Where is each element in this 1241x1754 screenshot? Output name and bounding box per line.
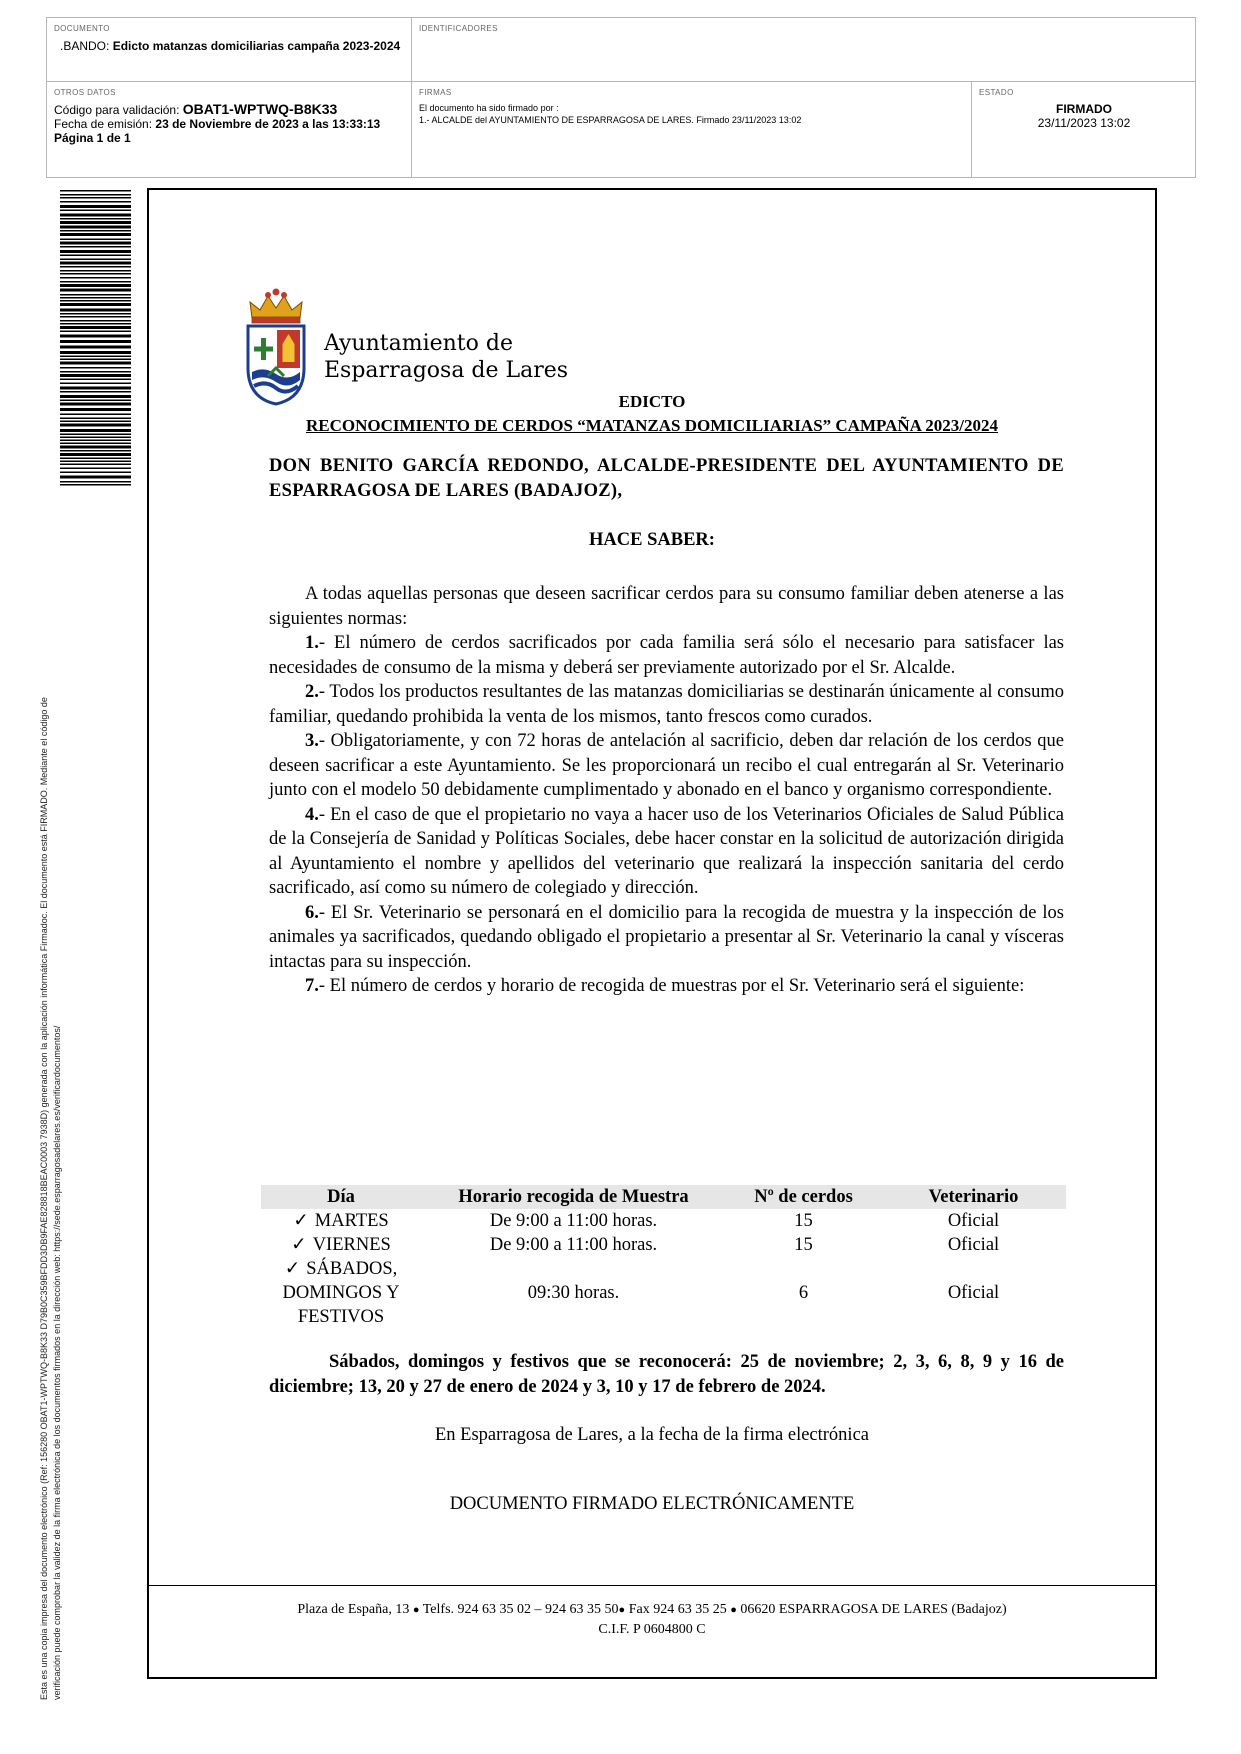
norma-7: 7.- El número de cerdos y horario de recogida de muestras por el Sr. Veterinario será el siguiente:: [305, 976, 1025, 996]
estado-caption: ESTADO: [979, 88, 1014, 97]
table-row: ✓ MARTES De 9:00 a 11:00 horas. 15 Oficial: [293, 1211, 1000, 1231]
validation-code: Código para validación: OBAT1-WPTWQ-B8K33: [54, 101, 338, 117]
checkmark-icon: ✓: [291, 1235, 307, 1255]
table-row: ✓ SÁBADOS, DOMINGOS Y FESTIVOS 09:30 horas. 6 Oficial: [282, 1259, 1000, 1327]
document-metadata-table: [46, 17, 1196, 178]
bullet-icon: ●: [730, 1604, 737, 1616]
firmas-caption: FIRMAS: [419, 88, 452, 97]
norma-1: 1.- El número de cerdos sacrificados por cada familia será sólo el necesario para satisfacer las necesidades de consumo de la misma y deberá ser previamente autorizado por el Sr. Alcalde.: [269, 633, 1064, 678]
edicto-subtitle: RECONOCIMIENTO DE CERDOS “MATANZAS DOMICILIARIAS” CAMPAÑA 2023/2024: [305, 416, 998, 435]
intro-paragraph: A todas aquellas personas que deseen sacrificar cerdos para su consumo familiar deben atenerse a las siguientes normas:: [269, 584, 1064, 629]
bullet-icon: ●: [618, 1604, 626, 1616]
column-header: Veterinario: [881, 1185, 1066, 1209]
norma-6: 6.- El Sr. Veterinario se personará en el domicilio para la recogida de muestra y la inspección de los animales ya sacrificados, quedando obligado el propietario a presentar al Sr. Veterinario la canal y vísceras intactas para su inspección.: [269, 902, 1064, 972]
norma-4: 4.- En el caso de que el propietario no vaya a hacer uso de los Veterinarios Oficiales de Salud Pública de la Consejería de Sanidad y Políticas Sociales, debe hacer constar en la solicitud de autorización dirigida al Ayuntamiento el nombre y apellidos del veterinario que realizará la inspección sanitaria del cerdo sacrificado, así como su número de colegiado y dirección.: [269, 804, 1064, 898]
estado-cell: [972, 82, 1196, 178]
checkmark-icon: ✓: [293, 1211, 309, 1231]
barcode-icon: [60, 190, 131, 488]
municipality-name: Ayuntamiento de Esparragosa de Lares: [324, 331, 569, 383]
alcalde-heading: DON BENITO GARCÍA REDONDO, ALCALDE-PRESIDENTE DEL AYUNTAMIENTO DE ESPARRAGOSA DE LARES (BADAJOZ),: [269, 456, 1064, 501]
documento-title-text: Edicto matanzas domiciliarias campaña 2023-2024: [112, 39, 401, 53]
firmas-cell: FIRMAS El documento ha sido firmado por : 1.- ALCALDE del AYUNTAMIENTO DE ESPARRAGOSA DE LARES. Firmado 23/11/2023 13:02: [412, 82, 972, 178]
status-date: 23/11/2023 13:02: [1037, 116, 1131, 130]
otros-datos-cell: [47, 82, 412, 178]
table-row: ✓ VIERNES De 9:00 a 11:00 horas. 15 Oficial: [291, 1235, 1000, 1255]
signed-notice: DOCUMENTO FIRMADO ELECTRÓNICAMENTE: [449, 1494, 855, 1514]
column-header: Horario recogida de Muestra: [421, 1185, 726, 1209]
reconocimiento-dates: Sábados, domingos y festivos que se reconocerá: 25 de noviembre; 2, 3, 6, 8, 9 y 16 de diciembre; 13, 20 y 27 de enero de 2024 y 3, 10 y 17 de febrero de 2024.: [269, 1352, 1064, 1397]
norma-2: 2.- Todos los productos resultantes de las matanzas domiciliarias se destinarán únicamente al consumo familiar, quedando prohibida la venta de los mismos, tanto frescos como curados.: [269, 682, 1064, 727]
place-date-line: En Esparragosa de Lares, a la fecha de la firma electrónica: [435, 1425, 869, 1445]
status-badge: FIRMADO: [1056, 102, 1112, 116]
verification-side-text: Esta es una copia impresa del documento electrónico (Ref: 156280 OBAT1-WPTWQ-B8K33 D79B0C359BFDD3DB9FAE828818BEAC0003 7938D) generada con la aplicación informática Firmadoc. El documento está FIRMADO. Mediante el código de verificación puede comprobar la validez de la firma electrónica de los documentos firmados en la dirección web: https://sede.esparragosadelares.es/verificardocumentos/: [39, 697, 62, 1700]
hace-saber-heading: HACE SABER:: [589, 530, 715, 550]
coat-of-arms-icon: [244, 288, 308, 408]
footer-address: Plaza de España, 13 ● Telfs. 924 63 35 02 – 924 63 35 50● Fax 924 63 35 25 ● 06620 ESPARRAGOSA DE LARES (Badajoz) C.I.F. P 0604800 C: [149, 1600, 1155, 1639]
validation-code-value[interactable]: OBAT1-WPTWQ-B8K33: [182, 101, 338, 117]
edicto-title: EDICTO: [618, 392, 686, 411]
page-count: Página 1 de 1: [54, 131, 131, 145]
footer-cif: C.I.F. P 0604800 C: [598, 1622, 706, 1637]
signer-line: 1.- ALCALDE del AYUNTAMIENTO DE ESPARRAGOSA DE LARES. Firmado 23/11/2023 13:02: [419, 115, 802, 125]
table-header-row: [261, 1185, 1066, 1209]
documento-cell: [47, 18, 412, 82]
bullet-icon: ●: [412, 1604, 420, 1616]
document-page: [147, 188, 1157, 1679]
column-header: Día: [261, 1185, 421, 1209]
footer-divider: [149, 1585, 1155, 1586]
documento-title: .BANDO: Edicto matanzas domiciliarias campaña 2023-2024: [60, 39, 401, 53]
emission-date: Fecha de emisión: 23 de Noviembre de 2023 a las 13:33:13: [54, 117, 381, 131]
documento-caption: DOCUMENTO: [54, 24, 110, 33]
norma-3: 3.- Obligatoriamente, y con 72 horas de antelación al sacrificio, deben dar relación de los cerdos que deseen sacrificar a este Ayuntamiento. Se les proporcionará un recibo el cual entregarán al Sr. Veterinario junto con el modelo 50 debidamente cumplimentado y abonado en el banco y organismo correspondiente.: [269, 731, 1064, 800]
identificadores-caption: IDENTIFICADORES: [419, 24, 498, 33]
checkmark-icon: ✓: [284, 1259, 301, 1279]
schedule-table: [261, 1185, 1066, 1329]
identificadores-cell: [412, 18, 1196, 82]
column-header: Nº de cerdos: [726, 1185, 881, 1209]
edict-body: [269, 582, 1064, 999]
otros-caption: OTROS DATOS: [54, 88, 116, 97]
